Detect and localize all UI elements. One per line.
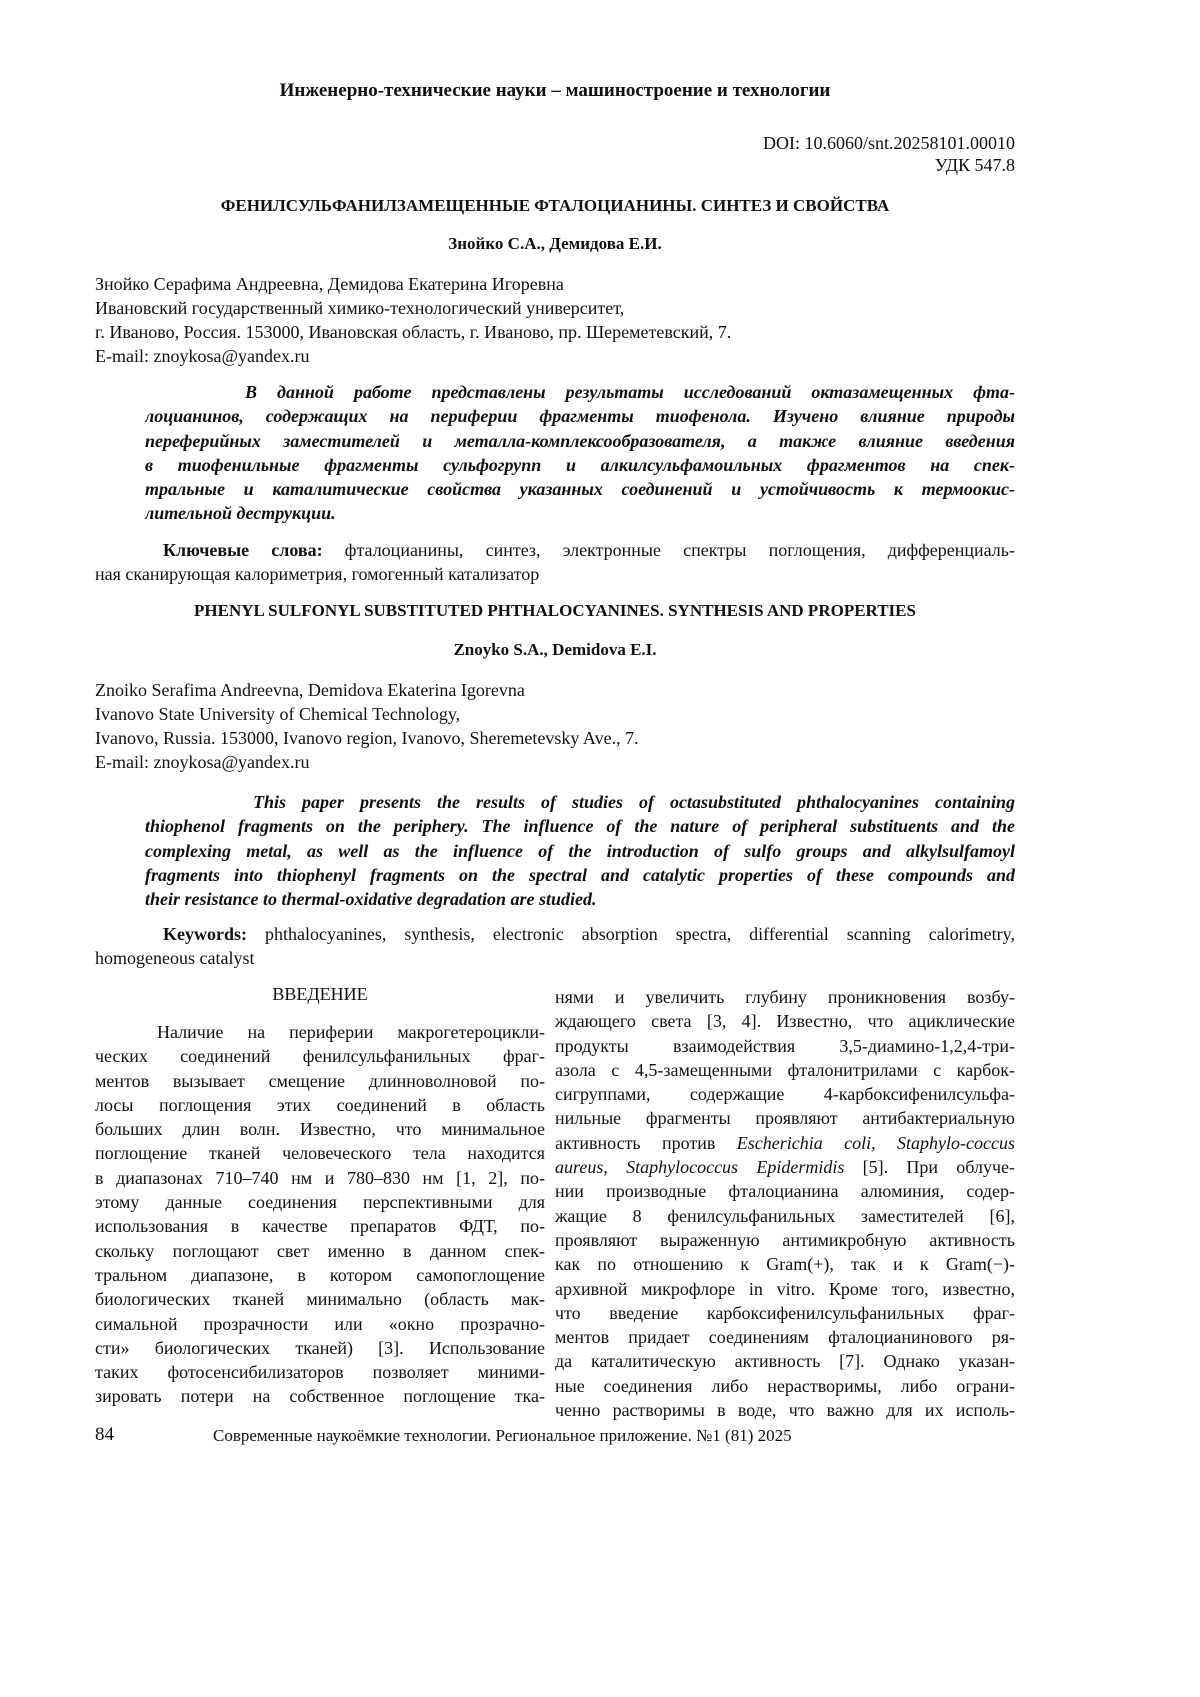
ru-title: ФЕНИЛСУЛЬФАНИЛЗАМЕЩЕННЫЕ ФТАЛОЦИАНИНЫ. СИНТЕЗ И СВОЙСТВА [220,196,890,215]
abstract-line: thiophenol fragments on the periphery. The influence of the nature of peripheral substituents and the [145,816,1015,837]
body-line: сигруппами, содержащие 4-карбоксифенилсульфа- [555,1084,1015,1105]
en-title: PHENYL SULFONYL SUBSTITUTED PHTHALOCYANINES. SYNTHESIS AND PROPERTIES [194,601,916,620]
en-affiliation [95,678,639,774]
abstract-line: their resistance to thermal-oxidative degradation are studied. [145,889,597,910]
body-line: жащие 8 фенилсульфанильных заместителей [6], [555,1205,1015,1226]
abstract-line: This paper presents the results of studies of octasubstituted phthalocyanines containing [253,792,1015,812]
abstract-line: в тиофенильные фрагменты сульфогрупп и алкилсульфамоильных фрагментов на спек- [145,454,1015,475]
affiliation-line: Знойко Серафима Андреевна, Демидова Екатерина Игоревна [95,274,564,294]
body-line: как по отношению к Gram(+), так и к Gram(−)- [555,1254,1015,1275]
affiliation-line: Znoiko Serafima Andreevna, Demidova Ekaterina Igorevna [95,680,525,700]
udc: УДК 547.8 [934,155,1015,175]
body-line: этому данные соединения перспективными для [95,1192,545,1213]
affiliation-line: Ivanovo, Russia. 153000, Ivanovo region, Ivanovo, Sheremetevsky Ave., 7. [95,728,639,748]
keywords-label: Ключевые слова: [163,540,323,560]
body-line: что введение карбоксифенилсульфанильных фраг- [555,1302,1015,1323]
body-line: тральном диапазоне, в котором самопоглощение [95,1264,545,1285]
keywords-label: Keywords: [163,924,247,944]
affiliation-line: E-mail: znoykosa@yandex.ru [95,752,310,772]
intro-heading: ВВЕДЕНИЕ [272,984,368,1004]
body-line: архивной микрофлоре in vitro. Кроме того, известно, [555,1278,1015,1299]
abstract-line: fragments into thiophenyl fragments on the spectral and catalytic properties of these compounds and [145,864,1015,885]
left-column [95,1020,545,1409]
body-line: биологических тканей минимально (область мак- [95,1289,545,1310]
abstract-line: В данной работе представлены результаты исследований октазамещенных фта- [245,382,1015,402]
right-column [555,985,1015,1422]
keywords-text: фталоцианины, синтез, электронные спектры поглощения, дифференциаль- [322,540,1015,560]
body-line: да каталитическую активность [7]. Однако указан- [555,1351,1015,1372]
affiliation-line: Ivanovo State University of Chemical Technology, [95,704,461,724]
doi: DOI: 10.6060/snt.20258101.00010 [763,133,1015,153]
body-line: Наличие на периферии макрогетероцикли- [157,1022,545,1042]
abstract-line: лительной деструкции. [145,503,336,524]
body-line: нильные фрагменты проявляют антибактериальную [555,1108,1015,1129]
body-line: таких фотосенсибилизаторов позволяет миними- [95,1362,545,1383]
body-line: ждающего света [3, 4]. Известно, что ациклические [555,1011,1015,1032]
keywords-text: phthalocyanines, synthesis, electronic absorption spectra, differential scanning calorimetry, [247,924,1015,944]
abstract-line: complexing metal, as well as the influence of the introduction of sulfo groups and alkylsulfamoyl [145,840,1015,861]
body-line: нии производные фталоцианина алюминия, содер- [555,1181,1015,1202]
en-authors: Znoyko S.A., Demidova E.I. [453,640,657,659]
body-line: сти» биологических тканей) [3]. Использование [95,1337,545,1358]
body-line: поглощение тканей человеческого тела находится [95,1143,545,1164]
body-line: азола с 4,5-замещенными фталонитрилами с карбок- [555,1059,1015,1080]
body-line: использования в качестве препаратов ФДТ, по- [95,1216,545,1237]
journal-footer: Современные наукоёмкие технологии. Региональное приложение. №1 (81) 2025 [213,1426,792,1445]
body-line: в диапазонах 710–740 нм и 780–830 нм [1, 2], по- [95,1167,545,1188]
ru-authors: Знойко С.А., Демидова Е.И. [448,234,662,253]
body-line: нями и увеличить глубину проникновения возбу- [555,987,1015,1007]
body-line: aureus, Staphylococcus Epidermidis [5]. При облуче- [555,1157,1015,1178]
affiliation-line: Ивановский государственный химико-технологический университет, [95,298,625,318]
keywords-text: homogeneous catalyst [95,948,255,969]
page-number: 84 [95,1424,114,1445]
running-header: Инженерно-технические науки – машиностроение и технологии [279,80,831,101]
body-line: проявляют выраженную антимикробную активность [555,1229,1015,1250]
en-abstract [145,790,1015,911]
abstract-line: лоцианинов, содержащих на периферии фрагменты тиофенола. Изучено влияние природы [145,406,1015,427]
body-line: больших длин волн. Известно, что минимальное [95,1119,545,1140]
ru-keywords [95,538,1015,587]
ru-affiliation [95,272,731,368]
body-line: ченно растворимы в воде, что важно для их исполь- [555,1400,1015,1421]
en-keywords [95,922,1015,971]
keywords-text: ная сканирующая калориметрия, гомогенный катализатор [95,564,540,585]
body-line: ные соединения либо нерастворимы, либо ограни- [555,1375,1015,1396]
body-line: активность против Escherichia coli, Staphylo-coccus [555,1132,1015,1153]
ru-abstract [145,380,1015,526]
body-line: ческих соединений фенилсульфанильных фраг- [95,1046,545,1067]
body-line: ментов вызывает смещение длинноволновой по- [95,1070,545,1091]
abstract-line: тральные и каталитические свойства указанных соединений и устойчивость к термоокис- [145,479,1015,500]
body-line: симальной прозрачности или «окно прозрачно- [95,1313,545,1334]
body-line: ментов придает соединениям фталоцианинового ря- [555,1327,1015,1348]
affiliation-line: г. Иваново, Россия. 153000, Ивановская область, г. Иваново, пр. Шереметевский, 7. [95,322,732,342]
affiliation-line: E-mail: znoykosa@yandex.ru [95,346,310,366]
body-line: скольку поглощают свет именно в данном спек- [95,1240,545,1261]
body-line: лосы поглощения этих соединений в область [95,1094,545,1115]
body-line: зировать потери на собственное поглощение тка- [95,1386,545,1407]
body-line: продукты взаимодействия 3,5-диамино-1,2,4-три- [555,1035,1015,1056]
abstract-line: переферийных заместителей и металла-комплексообразователя, а также влияние введения [145,430,1015,451]
